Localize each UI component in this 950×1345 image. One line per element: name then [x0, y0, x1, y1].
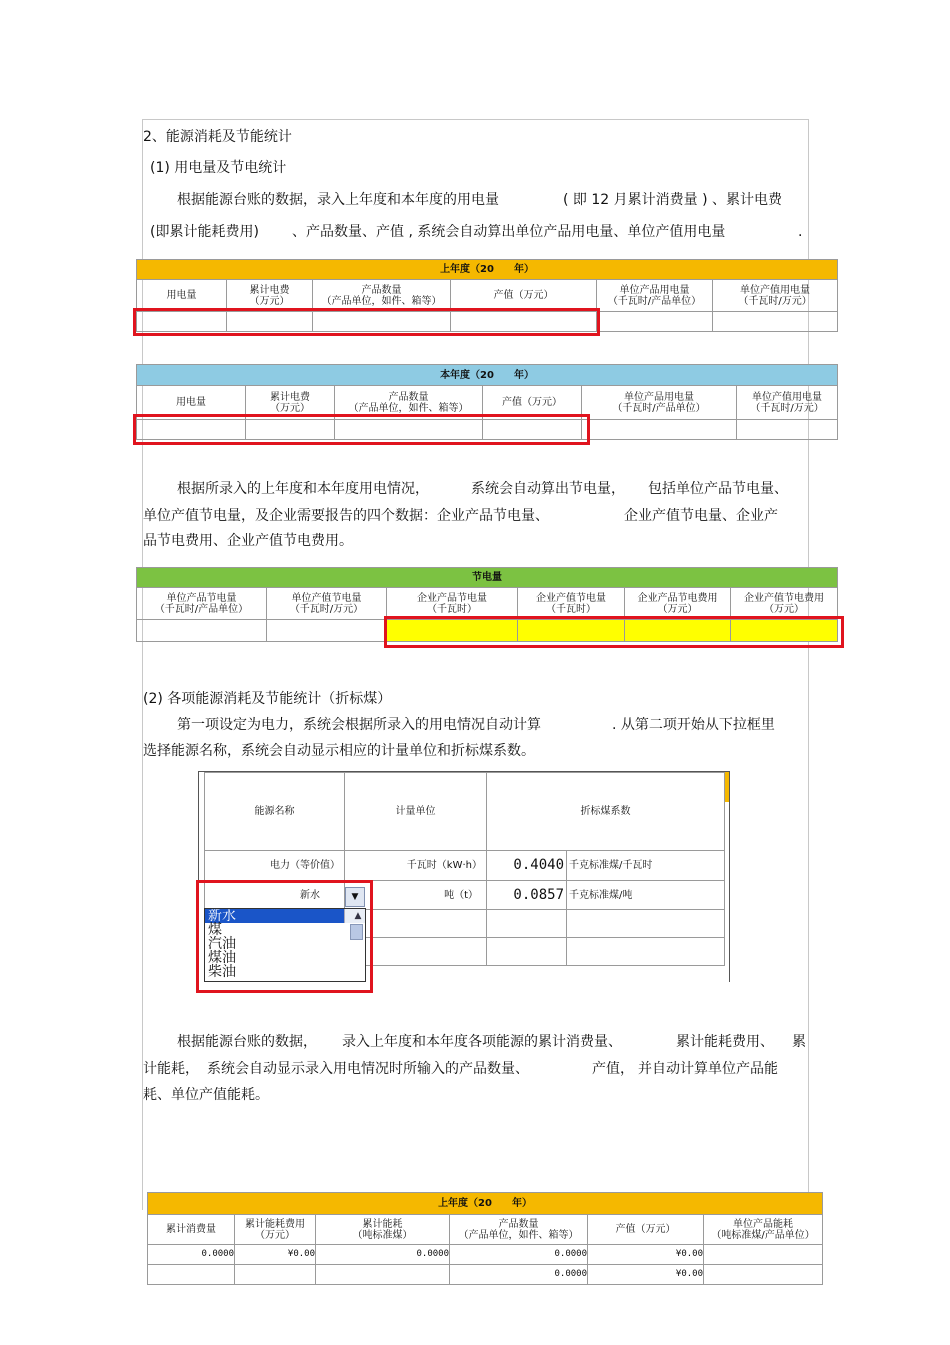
dropdown-arrow-icon[interactable]: ▼ [345, 887, 365, 907]
section-title: 2、能源消耗及节能统计 [143, 129, 292, 145]
coef-cell: 0.0857 [487, 881, 567, 910]
sub2-title: (2) 各项能源消耗及节能统计（折标煤） [143, 691, 392, 707]
header-cell: 单位产值用电量 （千瓦时/万元） [737, 386, 838, 420]
header-cell: 单位产值节电量 （千瓦时/万元） [267, 588, 387, 620]
dropdown-option[interactable]: 新水 [205, 909, 345, 923]
data-cell: 0.0000 [450, 1265, 588, 1285]
table-title: 节电量 [137, 568, 838, 588]
data-cell[interactable] [148, 1265, 235, 1285]
coef-cell: 0.4040 [487, 851, 567, 881]
data-cell: 0.0000 [450, 1245, 588, 1265]
header-cell: 产值（万元） [483, 386, 582, 420]
data-cell [704, 1245, 823, 1265]
header-cell: 累计电费 （万元） [246, 386, 335, 420]
header-cell: 累计能耗 （吨标准煤） [316, 1215, 450, 1245]
data-cell[interactable]: ¥0.00 [235, 1245, 316, 1265]
unit-cell: 千瓦时（kW·h） [345, 851, 487, 881]
table-title: 本年度（20 年） [137, 365, 838, 386]
coef-unit-cell [567, 938, 725, 966]
dropdown-option[interactable]: 煤油 [208, 950, 236, 966]
header-cell: 单位产品能耗 （吨标准煤/产品单位） [704, 1215, 823, 1245]
header-cell: 产值（万元） [588, 1215, 704, 1245]
table-title: 上年度（20 年） [137, 260, 838, 280]
header-cell: 产品数量 （产品单位，如件、箱等） [450, 1215, 588, 1245]
highlight-box [384, 616, 844, 648]
data-cell[interactable]: 0.0000 [148, 1245, 235, 1265]
para3-line2: 选择能源名称，系统会自动显示相应的计量单位和折标煤系数。 [143, 743, 535, 759]
header-cell: 折标煤系数 [487, 773, 725, 851]
energy-name-select[interactable]: 新水 [205, 881, 345, 910]
header-cell: 单位产品用电量 （千瓦时/产品单位） [597, 280, 713, 312]
header-cell: 单位产品用电量 （千瓦时/产品单位） [582, 386, 737, 420]
calc-cell [597, 312, 713, 332]
energy-name-cell: 电力（等价值） [205, 851, 345, 881]
para2-line3: 品节电费用、企业产值节电费用。 [143, 533, 353, 549]
coef-cell [487, 910, 567, 938]
highlight-box [133, 308, 600, 336]
header-cell: 企业产品节电费用 （万元） [625, 588, 731, 620]
unit-cell: 吨（t） [345, 881, 487, 910]
header-cell: 计量单位 [345, 773, 487, 851]
data-cell: ¥0.00 [588, 1265, 704, 1285]
header-cell: 产品数量 （产品单位，如件、箱等） [313, 280, 451, 312]
header-cell: 单位产品节电量 （千瓦时/产品单位） [137, 588, 267, 620]
dropdown-option[interactable]: 汽油 [208, 936, 236, 952]
calc-cell [713, 312, 838, 332]
highlight-box [133, 414, 590, 445]
table-title: 上年度（20 年） [148, 1193, 823, 1215]
header-cell: 企业产值节电量 （千瓦时） [518, 588, 625, 620]
highlight-box [196, 880, 373, 993]
coef-unit-cell: 千克标准煤/吨 [567, 881, 725, 910]
dropdown-option[interactable]: 柴油 [208, 964, 236, 980]
data-cell[interactable] [235, 1265, 316, 1285]
header-cell: 单位产值用电量 （千瓦时/万元） [713, 280, 838, 312]
coef-unit-cell [567, 910, 725, 938]
header-cell: 累计电费 （万元） [227, 280, 313, 312]
header-cell: 产值（万元） [451, 280, 597, 312]
data-cell [704, 1265, 823, 1285]
header-cell: 产品数量 （产品单位，如件、箱等） [335, 386, 483, 420]
header-cell: 用电量 [137, 386, 246, 420]
data-cell: 0.0000 [316, 1245, 450, 1265]
prev-year-energy-table [147, 1192, 823, 1285]
coef-cell [487, 938, 567, 966]
calc-cell [737, 420, 838, 440]
header-cell: 累计能耗费用 （万元） [235, 1215, 316, 1245]
header-cell: 用电量 [137, 280, 227, 312]
scroll-up-icon[interactable]: ▲ [354, 911, 362, 921]
header-cell: 累计消费量 [148, 1215, 235, 1245]
coef-unit-cell: 千克标准煤/千瓦时 [567, 851, 725, 881]
para4-line3: 耗、单位产值能耗。 [143, 1087, 269, 1103]
sub1-title: (1) 用电量及节电统计 [150, 160, 287, 176]
header-cell: 企业产值节电费用 （万元） [731, 588, 838, 620]
calc-cell [267, 620, 387, 642]
header-cell: 企业产品节电量 （千瓦时） [387, 588, 518, 620]
header-cell: 能源名称 [205, 773, 345, 851]
data-cell [316, 1265, 450, 1285]
calc-cell [582, 420, 737, 440]
dropdown-option[interactable]: 煤 [208, 922, 222, 938]
data-cell: ¥0.00 [588, 1245, 704, 1265]
calc-cell [137, 620, 267, 642]
